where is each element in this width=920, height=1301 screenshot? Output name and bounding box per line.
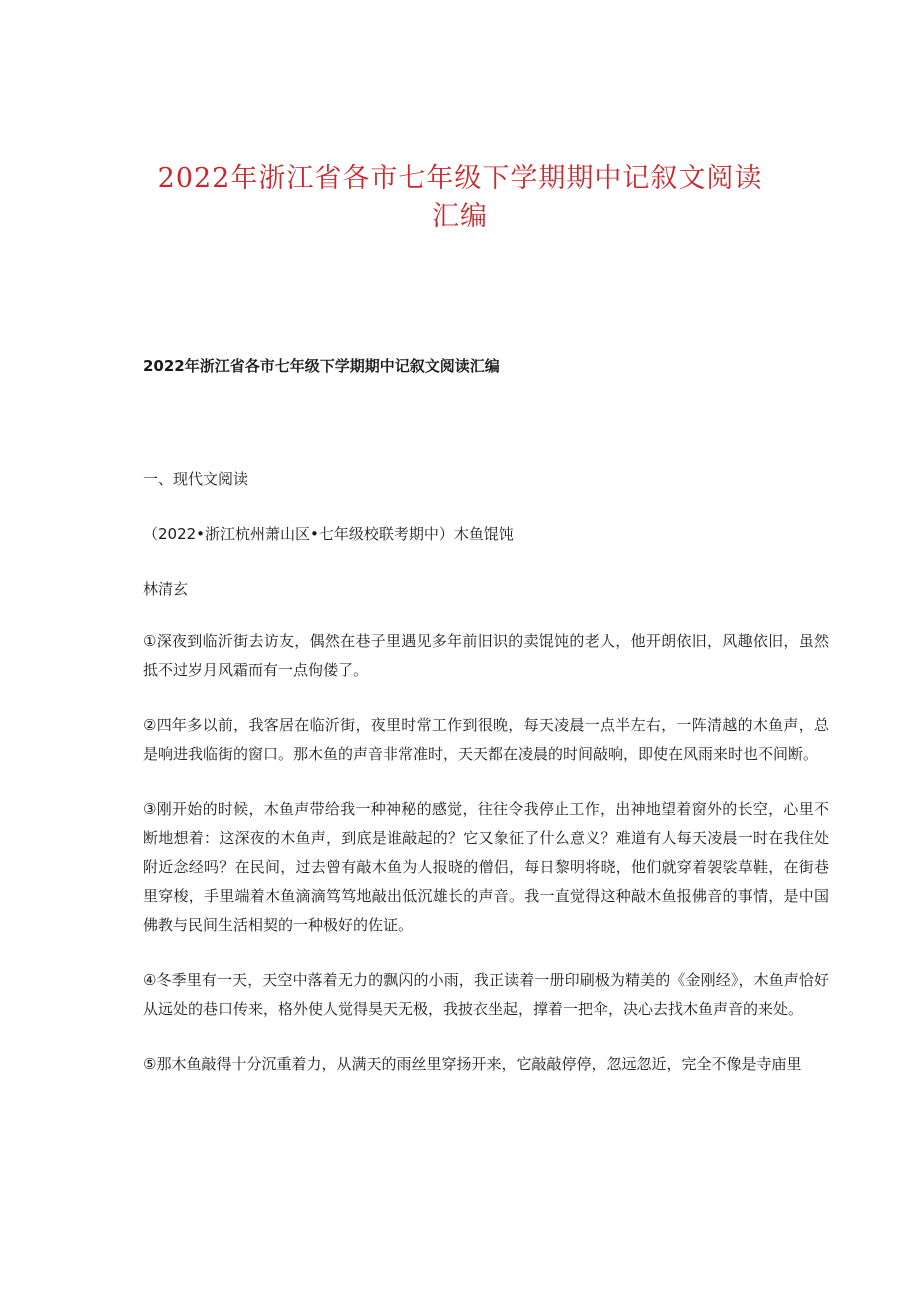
main-title-line-2: 汇编: [432, 201, 488, 232]
paragraph-5: ⑤那木鱼敲得十分沉重着力，从满天的雨丝里穿扬开来，它敲敲停停，忽远忽近，完全不像是寺庙里: [143, 1055, 802, 1073]
paragraph-3: ③刚开始的时候，木鱼声带给我一种神秘的感觉，往往令我停止工作，出神地望着窗外的长空，心里不断地想着：这深夜的木鱼声，到底是谁敲起的？它又象征了什么意义？难道有人每天凌晨一时在我住处附近念经吗？在民间，过去曾有敲木鱼为人报晓的僧侣，每日黎明将晓，他们就穿着袈裟草鞋，在街巷里穿梭，手里端着木鱼滴滴笃笃地敲出低沉雄长的声音。我一直觉得这种敲木鱼报佛音的事情，是中国佛教与民间生活相契的一种极好的佐证。: [143, 800, 829, 934]
article-body: [143, 627, 829, 1105]
section-heading: 一、现代文阅读: [143, 470, 249, 488]
paragraph-2: ②四年多以前，我客居在临沂街，夜里时常工作到很晚，每天凌晨一点半左右，一阵清越的木鱼声，总是响进我临街的窗口。那木鱼的声音非常准时，天天都在凌晨的时间敲响，即使在风雨来时也不间断。: [143, 716, 829, 763]
document-subtitle: 2022年浙江省各市七年级下学期期中记叙文阅读汇编: [143, 357, 500, 375]
paragraph-4: ④冬季里有一天，天空中落着无力的飘闪的小雨，我正读着一册印刷极为精美的《金刚经》，木鱼声恰好从远处的巷口传来，格外使人觉得昊天无极，我披衣坐起，撑着一把伞，决心去找木鱼声音的来处。: [143, 971, 829, 1018]
main-title: [0, 160, 920, 236]
article-source: （2022•浙江杭州萧山区•七年级校联考期中）木鱼馄饨: [143, 525, 514, 543]
article-author: 林清玄: [143, 580, 189, 598]
paragraph-1: ①深夜到临沂街去访友，偶然在巷子里遇见多年前旧识的卖馄饨的老人，他开朗依旧，风趣依旧，虽然抵不过岁月风霜而有一点佝偻了。: [143, 632, 829, 679]
main-title-line-1: 2022年浙江省各市七年级下学期期中记叙文阅读: [157, 163, 763, 194]
